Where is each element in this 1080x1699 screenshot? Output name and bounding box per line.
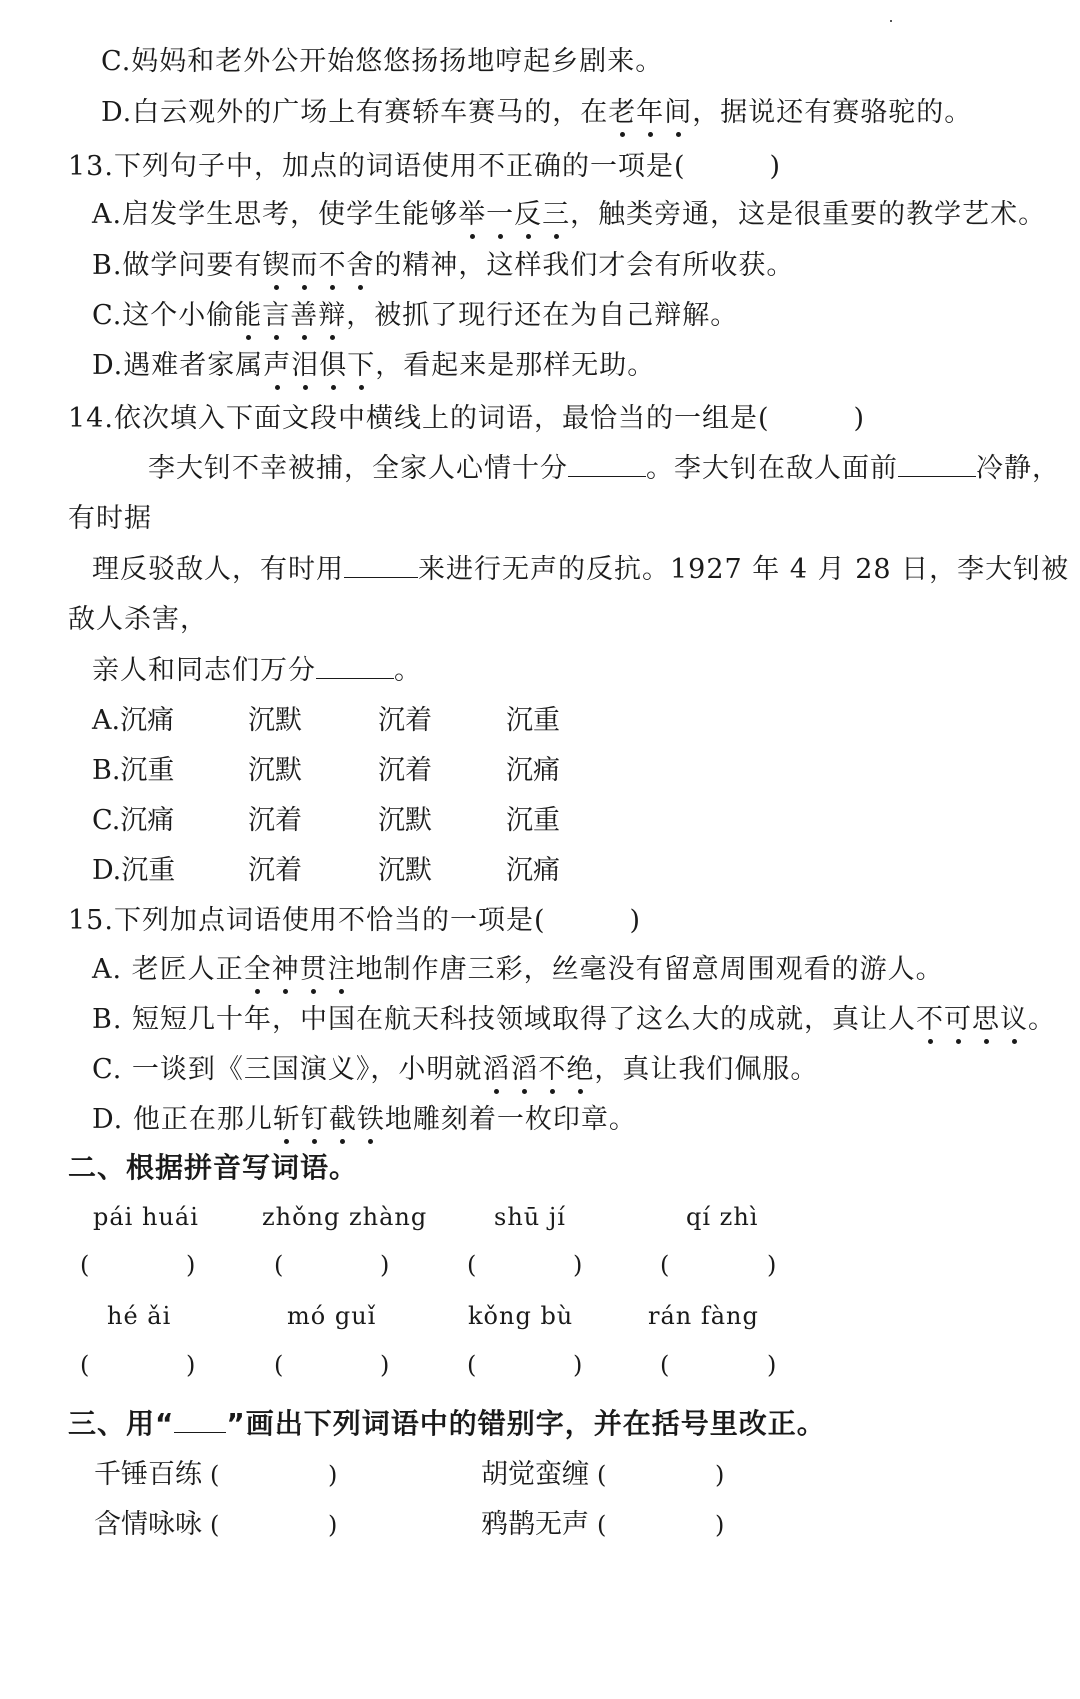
q13-option-c: C.这个小偷能言善辩，被抓了现行还在为自己辩解。 <box>92 298 738 334</box>
dotted-word <box>262 250 374 281</box>
left-paren: ( <box>80 1251 90 1279</box>
option-word: 沉默 <box>378 855 432 886</box>
right-paren: ) <box>715 1511 725 1539</box>
emphasis-char: 反 <box>514 197 542 233</box>
emphasis-char: 全 <box>244 952 272 988</box>
dotted-word <box>916 1004 1028 1035</box>
fill-blank <box>344 553 418 578</box>
dotted-word <box>482 1054 594 1085</box>
left-paren: ( <box>597 1461 607 1489</box>
option-word: 沉默 <box>248 755 302 786</box>
emphasis-char: 言 <box>262 298 290 334</box>
left-paren: ( <box>210 1461 220 1489</box>
emphasis-char: 锲 <box>262 248 290 284</box>
emphasis-char: 辩 <box>318 298 346 334</box>
right-paren: ) <box>573 1251 583 1279</box>
right-paren: ) <box>328 1511 338 1539</box>
option-word: 沉痛 <box>506 855 560 886</box>
emphasis-char: 铁 <box>357 1102 385 1138</box>
right-paren: ) <box>715 1461 725 1489</box>
q15-option-c: C. 一谈到《三国演义》，小明就滔滔不绝，真让我们佩服。 <box>92 1052 818 1088</box>
pinyin-6: mó guǐ <box>287 1302 377 1330</box>
section-3-title: 三、用“ ”画出下列词语中的错别字，并在括号里改正。 <box>68 1407 826 1440</box>
emphasis-char: 神 <box>272 952 300 988</box>
q12-option-d: D.白云观外的广场上有赛轿车赛马的，在老年间，据说还有赛骆驼的。 <box>101 95 972 131</box>
fill-blank <box>568 452 646 477</box>
q13-option-d: D.遇难者家属声泪俱下，看起来是那样无助。 <box>92 348 655 384</box>
q14-passage-line-5: 亲人和同志们万分 。 <box>92 655 422 686</box>
q14-stem: 14.依次填入下面文段中横线上的词语，最恰当的一组是( ) <box>68 403 866 434</box>
option-word: B.沉重 <box>92 755 175 786</box>
option-word: 沉着 <box>248 805 302 836</box>
option-word: 沉默 <box>378 805 432 836</box>
emphasis-char: 一 <box>486 197 514 233</box>
dotted-word <box>458 199 570 230</box>
option-word: 沉着 <box>378 755 432 786</box>
q15-stem: 15.下列加点词语使用不恰当的一项是( ) <box>68 905 642 936</box>
q12-option-c: C.妈妈和老外公开始悠悠扬扬地哼起乡剧来。 <box>101 46 664 77</box>
right-paren: ) <box>186 1251 196 1279</box>
word-2: 胡觉蛮缠 <box>481 1459 589 1490</box>
emphasis-char: 滔 <box>510 1052 538 1088</box>
right-paren: ) <box>186 1351 196 1379</box>
emphasis-char: 思 <box>972 1002 1000 1038</box>
dotted-word <box>273 1104 385 1135</box>
right-paren: ) <box>767 1251 777 1279</box>
emphasis-char: 而 <box>290 248 318 284</box>
left-paren: ( <box>660 1251 670 1279</box>
option-word: C.沉痛 <box>92 805 175 836</box>
underline-sample <box>174 1408 226 1433</box>
emphasis-char: 截 <box>329 1102 357 1138</box>
left-paren: ( <box>597 1511 607 1539</box>
emphasis-char: 贯 <box>300 952 328 988</box>
q15-option-d: D. 他正在那儿斩钉截铁地雕刻着一枚印章。 <box>92 1102 637 1138</box>
q13-stem: 13.下列句子中，加点的词语使用不正确的一项是( ) <box>68 151 782 182</box>
q15-option-a: A. 老匠人正全神贯注地制作唐三彩，丝毫没有留意周围观看的游人。 <box>92 952 944 988</box>
right-paren: ) <box>328 1461 338 1489</box>
emphasis-char: 泪 <box>291 348 319 384</box>
option-word: 沉着 <box>378 705 432 736</box>
emphasis-char: 下 <box>347 348 375 384</box>
emphasis-char: 善 <box>290 298 318 334</box>
left-paren: ( <box>467 1351 477 1379</box>
q14-passage-line-4: 敌人杀害， <box>68 604 208 635</box>
fill-blank <box>316 654 394 679</box>
emphasis-char: 老 <box>608 95 636 131</box>
word-1: 千锤百练 <box>94 1459 202 1490</box>
emphasis-char: 举 <box>458 197 486 233</box>
dotted-word <box>263 350 375 381</box>
right-paren: ) <box>573 1351 583 1379</box>
pinyin-7: kǒng bù <box>468 1302 574 1330</box>
pinyin-5: hé ǎi <box>107 1302 172 1330</box>
q15-option-b: B. 短短几十年，中国在航天科技领域取得了这么大的成就，真让人不可思议。 <box>92 1002 1056 1038</box>
emphasis-char: 不 <box>916 1002 944 1038</box>
emphasis-char: 斩 <box>273 1102 301 1138</box>
emphasis-char: 舍 <box>346 248 374 284</box>
option-word: 沉痛 <box>506 755 560 786</box>
emphasis-char: 年 <box>636 95 664 131</box>
emphasis-char: 滔 <box>482 1052 510 1088</box>
left-paren: ( <box>467 1251 477 1279</box>
dotted-word <box>608 97 692 128</box>
emphasis-char: 钉 <box>301 1102 329 1138</box>
emphasis-char: 不 <box>318 248 346 284</box>
left-paren: ( <box>210 1511 220 1539</box>
right-paren: ) <box>380 1251 390 1279</box>
emphasis-char: 注 <box>328 952 356 988</box>
dotted-word <box>234 300 346 331</box>
right-paren: ) <box>767 1351 777 1379</box>
pinyin-8: rán fàng <box>648 1302 759 1330</box>
pinyin-3: shū jí <box>494 1203 566 1231</box>
pinyin-4: qí zhì <box>686 1203 759 1231</box>
option-word: D.沉重 <box>92 855 176 886</box>
left-paren: ( <box>80 1351 90 1379</box>
scan-speck <box>890 20 892 22</box>
dotted-word <box>244 954 356 985</box>
emphasis-char: 不 <box>538 1052 566 1088</box>
q13-option-b: B.做学问要有锲而不舍的精神，这样我们才会有所收获。 <box>92 248 794 284</box>
emphasis-char: 可 <box>944 1002 972 1038</box>
pinyin-2: zhǒng zhàng <box>262 1203 428 1231</box>
q13-option-a: A.启发学生思考，使学生能够举一反三，触类旁通，这是很重要的教学艺术。 <box>92 197 1046 233</box>
emphasis-char: 俱 <box>319 348 347 384</box>
left-paren: ( <box>274 1351 284 1379</box>
q14-passage-line-2: 有时据 <box>68 503 152 534</box>
q14-passage-line-1: 李大钊不幸被捕，全家人心情十分 。李大钊在敌人面前 冷静， <box>148 453 1060 484</box>
section-2-title: 二、根据拼音写词语。 <box>68 1151 359 1184</box>
right-paren: ) <box>380 1351 390 1379</box>
word-3: 含情咏咏 <box>94 1509 202 1540</box>
word-4: 鸦鹊无声 <box>481 1509 589 1540</box>
emphasis-char: 间 <box>664 95 692 131</box>
option-word: 沉默 <box>248 705 302 736</box>
option-word: A.沉痛 <box>92 705 175 736</box>
left-paren: ( <box>274 1251 284 1279</box>
emphasis-char: 声 <box>263 348 291 384</box>
option-word: 沉重 <box>506 805 560 836</box>
pinyin-1: pái huái <box>93 1203 199 1231</box>
emphasis-char: 能 <box>234 298 262 334</box>
emphasis-char: 绝 <box>566 1052 594 1088</box>
q14-passage-line-3: 理反驳敌人，有时用 来进行无声的反抗。1927 年 4 月 28 日，李大钊被 <box>92 554 1070 585</box>
option-word: 沉重 <box>506 705 560 736</box>
left-paren: ( <box>660 1351 670 1379</box>
emphasis-char: 议 <box>1000 1002 1028 1038</box>
fill-blank <box>898 452 976 477</box>
option-word: 沉着 <box>248 855 302 886</box>
emphasis-char: 三 <box>542 197 570 233</box>
